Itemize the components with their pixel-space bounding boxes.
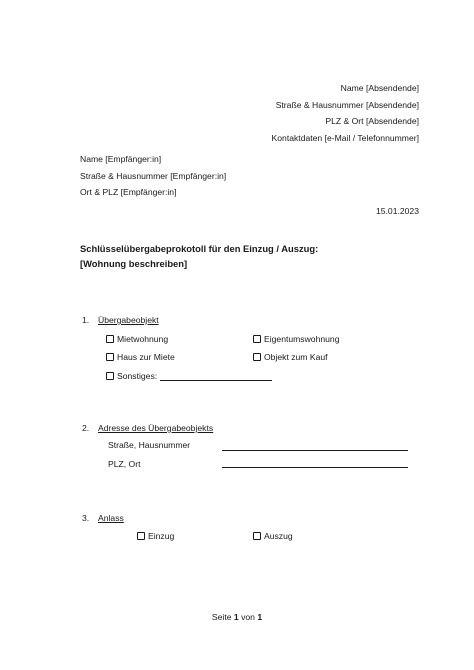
document-title	[80, 241, 318, 271]
section-1-label: Übergabeobjekt	[98, 315, 159, 325]
option-auszug[interactable]	[253, 531, 293, 541]
document-date: 15.01.2023	[375, 206, 419, 216]
checkbox-icon[interactable]	[253, 532, 261, 540]
footer-total-pages: 1	[257, 612, 263, 622]
section-2-label: Adresse des Übergabeobjekts	[98, 423, 214, 433]
checkbox-icon[interactable]	[137, 532, 145, 540]
checkbox-icon[interactable]	[106, 335, 114, 343]
footer-page-number: 1	[233, 612, 239, 622]
option-label: Auszug	[264, 531, 293, 541]
checkbox-icon[interactable]	[253, 335, 261, 343]
sender-block	[272, 80, 419, 146]
sender-contact: Kontaktdaten [e-Mail / Telefonnummer]	[271, 132, 419, 143]
option-objekt-zum-kauf[interactable]	[253, 352, 328, 362]
section-3-number: 3.	[82, 513, 90, 523]
option-label: Mietwohnung	[117, 334, 169, 344]
field-label-plz-ort: PLZ, Ort	[108, 459, 141, 469]
field-line-strasse[interactable]	[222, 450, 408, 451]
title-line-2: [Wohnung beschreiben]	[80, 258, 188, 269]
option-label: Eigentumswohnung	[264, 334, 340, 344]
sender-street: Straße & Hausnummer [Absendende]	[275, 99, 419, 110]
section-1-number: 1.	[82, 315, 90, 325]
option-haus-zur-miete[interactable]	[106, 352, 175, 362]
option-mietwohnung[interactable]	[106, 334, 168, 344]
checkbox-icon[interactable]	[106, 372, 114, 380]
sender-city: PLZ & Ort [Absendende]	[325, 116, 419, 126]
footer-middle: von	[241, 612, 255, 622]
section-2-number: 2.	[82, 423, 90, 433]
option-label: Sonstiges:	[117, 371, 158, 381]
section-3-label: Anlass	[98, 513, 124, 523]
checkbox-icon[interactable]	[253, 353, 261, 361]
page-footer	[0, 612, 474, 622]
option-eigentumswohnung[interactable]	[253, 334, 340, 344]
option-label: Objekt zum Kauf	[264, 352, 328, 362]
checkbox-icon[interactable]	[106, 353, 114, 361]
option-einzug[interactable]	[137, 531, 174, 541]
footer-prefix: Seite	[211, 612, 232, 622]
sonstiges-fill-line[interactable]	[160, 372, 272, 381]
field-label-strasse: Straße, Hausnummer	[108, 440, 191, 450]
field-line-plz-ort[interactable]	[222, 467, 408, 468]
title-line-1: Schlüsselübergabeprokotoll für den Einzug / Auszug:	[80, 243, 319, 254]
option-label: Haus zur Miete	[117, 352, 175, 362]
recipient-street: Straße & Hausnummer [Empfänger:in]	[80, 170, 227, 181]
sender-name: Name [Absendende]	[340, 83, 419, 93]
option-sonstiges[interactable]	[106, 371, 272, 381]
recipient-name: Name [Empfänger:in]	[80, 154, 162, 164]
recipient-block	[80, 151, 226, 201]
option-label: Einzug	[148, 531, 175, 541]
recipient-city: Ort & PLZ [Empfänger:in]	[80, 187, 177, 197]
